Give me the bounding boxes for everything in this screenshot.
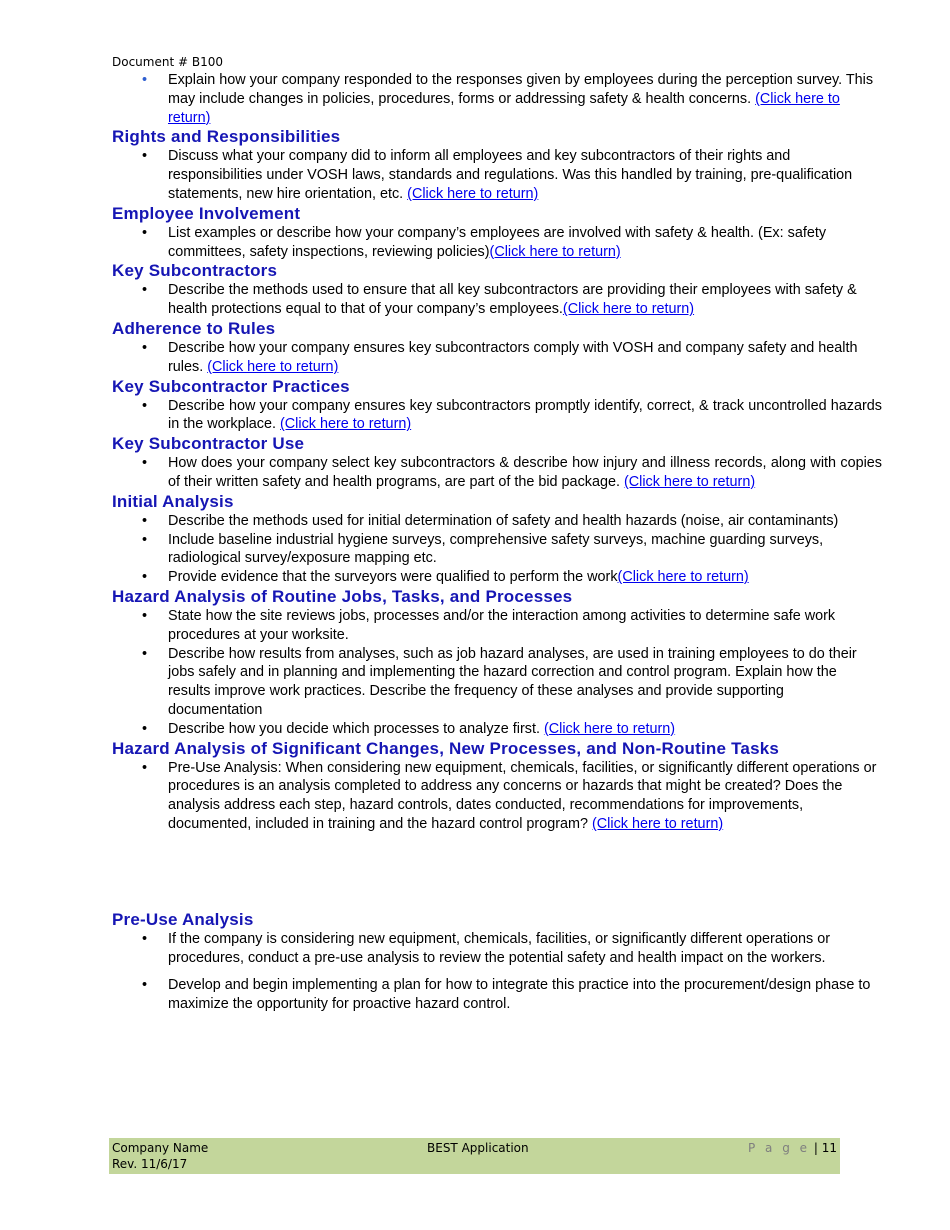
section-title-routine: Hazard Analysis of Routine Jobs, Tasks, and Processes: [112, 586, 573, 606]
list-item: • Describe the methods used for initial determination of safety and health hazards (noise, air contaminants): [142, 512, 839, 529]
return-link[interactable]: (Click here to return): [623, 473, 756, 490]
significant-list: [112, 759, 882, 834]
document-number: Document # B100: [112, 55, 223, 69]
page-separator: |: [810, 1141, 822, 1155]
spacer: [112, 967, 882, 976]
bullet-icon: •: [142, 72, 148, 88]
bullet-icon: •: [142, 930, 148, 947]
revision-date: Rev. 11/6/17: [112, 1157, 188, 1171]
section-title-preuse: Pre-Use Analysis: [112, 909, 254, 929]
bullet-icon: •: [142, 512, 148, 529]
adherence-list: [112, 339, 882, 377]
document-page: [112, 55, 882, 1014]
section-title-significant: Hazard Analysis of Significant Changes, New Processes, and Non-Routine Tasks: [112, 738, 780, 758]
bullet-icon: •: [142, 759, 148, 776]
preuse-list-2: [112, 976, 882, 1014]
list-item: • Describe how your company ensures key subcontractors promptly identify, correct, & track uncontrolled hazards in the workplace. (Click here to return): [142, 397, 882, 433]
page-number: 11: [821, 1141, 837, 1155]
list-item: • Describe how you decide which processes to analyze first. (Click here to return): [142, 720, 676, 737]
return-link[interactable]: (Click here to return): [592, 815, 724, 832]
bullet-icon: •: [142, 148, 148, 165]
section-title-rights: Rights and Responsibilities: [112, 127, 341, 147]
list-item: • Pre-Use Analysis: When considering new equipment, chemicals, facilities, or significantly different operations or procedures is an analysis completed to address any concerns or hazards that might be created? Does the analysis address each step, hazard controls, dates conducted, recommendations for improvements, documented, included in training and the hazard control program? (Click here to return): [142, 759, 877, 832]
section-title-use: Key Subcontractor Use: [112, 434, 305, 454]
practices-list: [112, 397, 882, 435]
list-item: • List examples or describe how your company’s employees are involved with safety & health. (Ex: safety committees, safety inspections, reviewing policies)(Click here to return): [142, 224, 827, 260]
return-link[interactable]: (Click here to return): [407, 185, 539, 202]
return-link[interactable]: (Click here to return): [543, 720, 676, 737]
list-item: • Explain how your company responded to the responses given by employees during the perception survey. This may include changes in policies, procedures, forms or addressing safety & health concerns. (Click here to return): [142, 72, 874, 126]
initial-list: [112, 512, 882, 587]
list-item: • If the company is considering new equipment, chemicals, facilities, or significantly different operations or procedures, conduct a pre-use analysis to review the potential safety and health impact on the workers.: [142, 930, 831, 966]
return-link[interactable]: (Click here to return): [617, 569, 749, 586]
section-title-practices: Key Subcontractor Practices: [112, 376, 350, 396]
intro-list: [112, 71, 882, 127]
spacer: [112, 834, 882, 910]
bullet-icon: •: [142, 531, 148, 548]
list-item: • Describe the methods used to ensure that all key subcontractors are providing their employees with safety & health protections equal to that of your company’s employees.(Click here to return): [142, 282, 857, 318]
bullet-icon: •: [142, 282, 148, 299]
list-item: • State how the site reviews jobs, processes and/or the interaction among activities to determine safe work procedures at your worksite.: [142, 607, 836, 643]
routine-list: [112, 607, 882, 739]
bullet-icon: •: [142, 977, 148, 994]
list-item: • Provide evidence that the surveyors were qualified to perform the work(Click here to return): [142, 569, 749, 586]
bullet-icon: •: [142, 569, 148, 586]
page-indicator: [748, 1140, 837, 1156]
list-item: • Develop and begin implementing a plan for how to integrate this practice into the procurement/design phase to maximize the opportunity for proactive hazard control.: [142, 977, 871, 1013]
section-title-adherence: Adherence to Rules: [112, 318, 276, 338]
bullet-icon: •: [142, 224, 148, 241]
section-title-involvement: Employee Involvement: [112, 203, 301, 223]
list-item: • Describe how your company ensures key subcontractors comply with VOSH and company safety and health rules. (Click here to return): [142, 339, 858, 375]
bullet-icon: •: [142, 607, 148, 624]
bullet-icon: •: [142, 339, 148, 356]
use-list: [112, 454, 882, 492]
bullet-icon: •: [142, 720, 148, 737]
involvement-list: [112, 224, 882, 262]
list-item: • Include baseline industrial hygiene surveys, comprehensive safety surveys, machine guarding surveys, radiological survey/exposure mapping etc.: [142, 531, 824, 567]
application-name: BEST Application: [427, 1141, 529, 1155]
bullet-icon: •: [142, 455, 148, 472]
return-link[interactable]: (Click here to return): [562, 301, 695, 318]
return-link[interactable]: (Click here to return): [489, 243, 621, 260]
list-item: • Describe how results from analyses, such as job hazard analyses, are used in training employees to do their jobs safely and in planning and implementing the hazard correction and control program. Explain how the results improve work practices. Describe the frequency of these analyses and provide supporting documentation: [142, 645, 857, 718]
list-item: • How does your company select key subcontractors & describe how injury and illness records, along with copies of their written safety and health programs, are part of the bid package. (Click here to return): [142, 455, 882, 490]
section-title-key-subcontractors: Key Subcontractors: [112, 261, 278, 281]
bullet-icon: •: [142, 645, 148, 662]
return-link[interactable]: (Click here to return): [207, 358, 339, 375]
return-link[interactable]: (Click here to return): [168, 90, 840, 126]
rights-list: [112, 147, 882, 203]
page-footer: [109, 1138, 840, 1174]
footer-left: [112, 1140, 208, 1172]
key-subcontractors-list: [112, 281, 882, 319]
section-title-initial: Initial Analysis: [112, 491, 234, 511]
bullet-icon: •: [142, 397, 148, 414]
company-name: Company Name: [112, 1141, 209, 1155]
page-label: P a g e: [748, 1141, 811, 1155]
preuse-list: [112, 930, 882, 968]
list-item: • Discuss what your company did to inform all employees and key subcontractors of their rights and responsibilities under VOSH laws, standards and regulations. Was this handled by training, pre-qualification statements, new hire orientation, etc. (Click here to return): [142, 148, 853, 202]
return-link[interactable]: (Click here to return): [280, 416, 412, 433]
